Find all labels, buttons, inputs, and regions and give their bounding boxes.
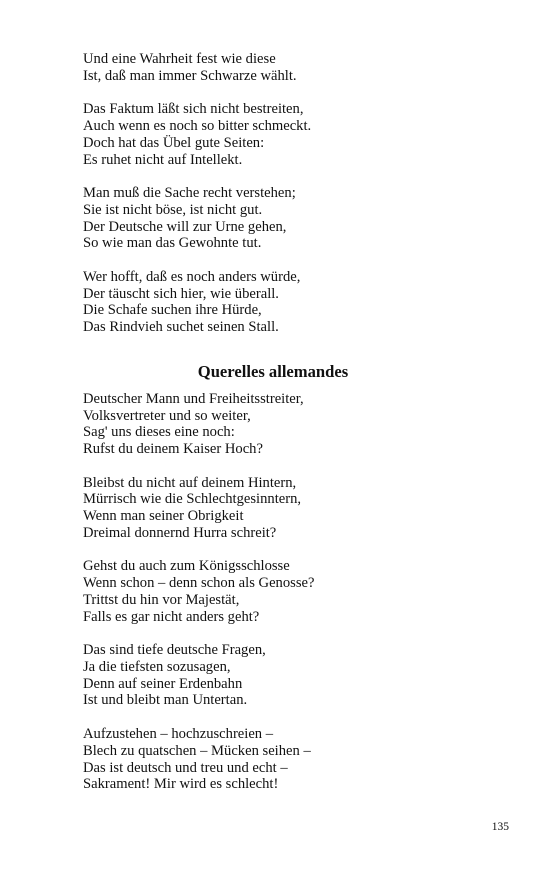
verse-line: Aufzustehen – hochzuschreien – xyxy=(83,726,274,743)
verse-line: Dreimal donnernd Hurra schreit? xyxy=(83,524,277,541)
verse-line: Sag' uns dieses eine noch: xyxy=(83,424,235,441)
stanza-poem-4 xyxy=(83,642,463,709)
verse-line: Gehst du auch zum Königsschlosse xyxy=(83,558,290,575)
verse-line: Deutscher Mann und Freiheitsstreiter, xyxy=(83,390,304,407)
poem-title: Querelles allemandes xyxy=(197,361,349,381)
stanza-continuation-2 xyxy=(83,101,463,168)
verse-line: Sakrament! Mir wird es schlecht! xyxy=(83,776,279,793)
verse-line: Es ruhet nicht auf Intellekt. xyxy=(83,151,243,168)
stanza-poem-3 xyxy=(83,558,463,625)
verse-line: Blech zu quatschen – Mücken seihen – xyxy=(83,742,311,759)
verse-line: Das ist deutsch und treu und echt – xyxy=(83,759,288,776)
verse-line: Denn auf seiner Erdenbahn xyxy=(83,675,243,692)
verse-line: Rufst du deinem Kaiser Hoch? xyxy=(83,440,263,457)
verse-line: Das Rindvieh suchet seinen Stall. xyxy=(83,319,279,336)
verse-line: Ja die tiefsten sozusagen, xyxy=(83,658,231,675)
verse-line: Und eine Wahrheit fest wie diese xyxy=(83,51,276,67)
stanza-continuation-4 xyxy=(83,269,463,336)
verse-line: Falls es gar nicht anders geht? xyxy=(83,608,260,625)
verse-line: Das sind tiefe deutsche Fragen, xyxy=(83,642,266,659)
verse-line: Trittst du hin vor Majestät, xyxy=(83,591,240,608)
verse-line: So wie man das Gewohnte tut. xyxy=(83,235,262,252)
stanza-poem-5 xyxy=(83,726,463,793)
verse-line: Der täuscht sich hier, wie überall. xyxy=(83,285,279,302)
verse-line: Der Deutsche will zur Urne gehen, xyxy=(83,218,287,235)
verse-line: Sie ist nicht böse, ist nicht gut. xyxy=(83,201,263,218)
verse-line: Ist und bleibt man Untertan. xyxy=(83,692,248,709)
stanza-continuation-3 xyxy=(83,185,463,252)
verse-line: Wenn man seiner Obrigkeit xyxy=(83,508,244,525)
verse-line: Das Faktum läßt sich nicht bestreiten, xyxy=(83,101,304,118)
verse-line: Die Schafe suchen ihre Hürde, xyxy=(83,302,262,319)
verse-line: Ist, daß man immer Schwarze wählt. xyxy=(83,67,297,84)
verse-line: Bleibst du nicht auf deinem Hintern, xyxy=(83,474,297,491)
verse-line: Doch hat das Übel gute Seiten: xyxy=(83,134,265,151)
page-number: 135 xyxy=(491,821,509,833)
stanza-poem-2 xyxy=(83,475,463,542)
stanza-poem-1 xyxy=(83,391,463,458)
page-text xyxy=(83,51,463,810)
verse-line: Auch wenn es noch so bitter schmeckt. xyxy=(83,118,312,135)
stanza-continuation-1 xyxy=(83,51,463,84)
verse-line: Man muß die Sache recht verstehen; xyxy=(83,185,296,202)
verse-line: Mürrisch wie die Schlechtgesinntern, xyxy=(83,491,302,508)
verse-line: Wer hofft, daß es noch anders würde, xyxy=(83,269,301,286)
verse-line: Volksvertreter und so weiter, xyxy=(83,407,251,424)
verse-line: Wenn schon – denn schon als Genosse? xyxy=(83,575,315,592)
